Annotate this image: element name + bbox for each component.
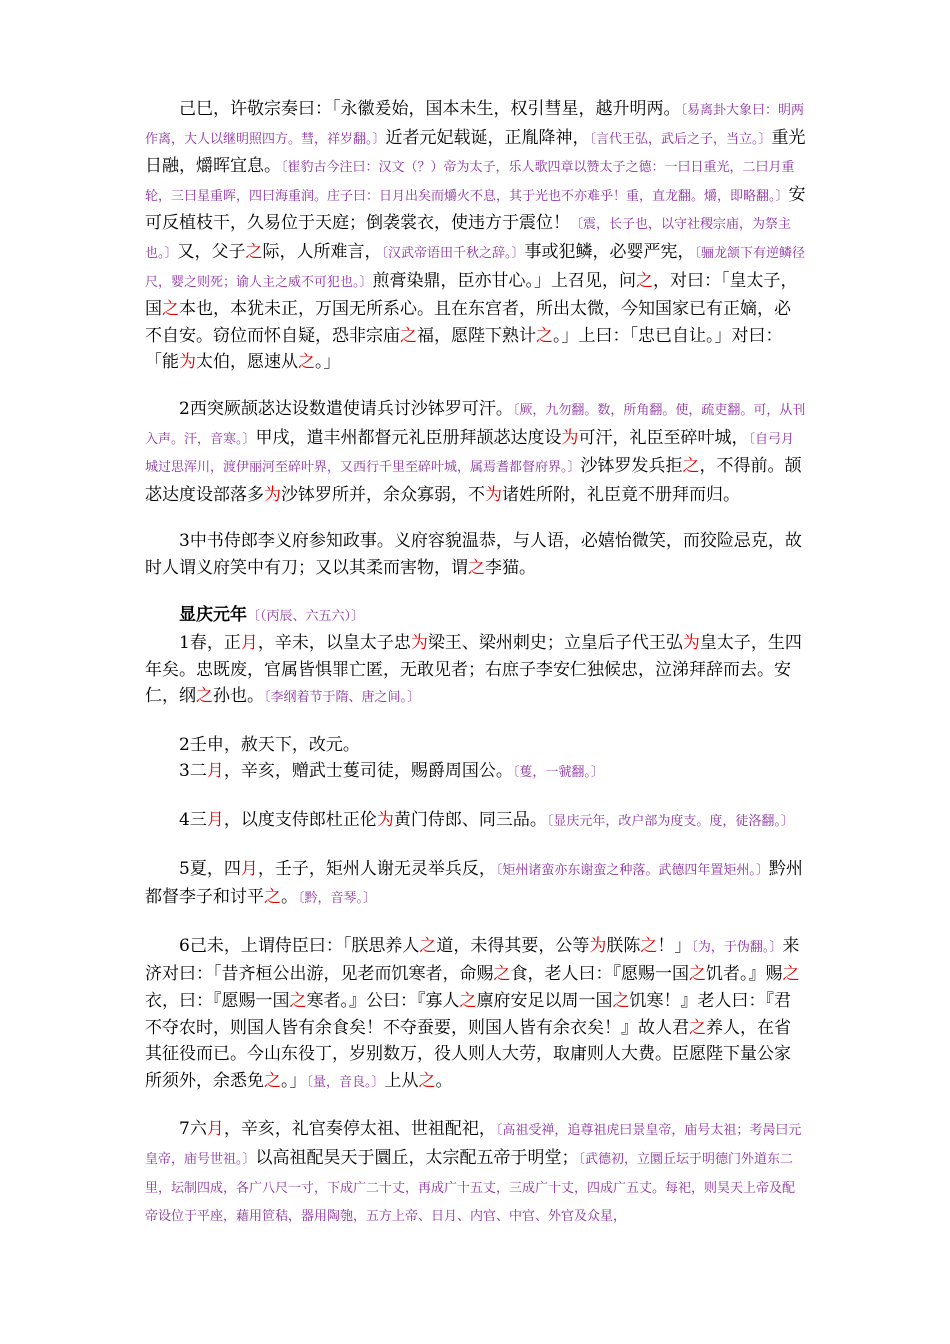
text-run: 4三 [179, 810, 207, 831]
text-run: 养人，在省其征役而已。今山东役丁，岁别数万，役人则人大劳，取庸则人大费。臣愿陛下量公家所须外，余悉免 [145, 1017, 791, 1091]
text-run: 事或犯鳞，必婴严宪， [524, 241, 695, 262]
paragraph [145, 856, 807, 913]
highlighted-char: 之 [468, 557, 485, 578]
highlighted-char: 之 [612, 991, 630, 1012]
commentary-note: 〔黔，音琴。〕 [298, 891, 377, 907]
text-run: 孙也。 [213, 686, 264, 707]
text-run: 沙钵罗发兵拒 [580, 456, 683, 477]
text-run: ，不得前。颉苾达度设部落多 [145, 456, 802, 505]
highlighted-char: 为 [410, 633, 428, 654]
text-run: 。 [281, 887, 298, 908]
text-run: 饥者。』赐 [706, 964, 783, 985]
highlighted-char: 为 [682, 633, 700, 654]
highlighted-char: 为 [589, 935, 607, 956]
text-run: ，辛亥，赠武士蒦司徒，赐爵周国公。 [223, 761, 513, 782]
highlighted-char: 之 [636, 270, 654, 291]
text-run: ，壬子，矩州人谢无灵举兵反， [257, 858, 496, 879]
text-run: 以高祖配昊天于圜丘，太宗配五帝于明堂； [255, 1148, 579, 1168]
commentary-note: 〔言代王弘，武后之子，当立。〕 [589, 131, 772, 147]
highlighted-char: 之 [536, 325, 553, 346]
highlighted-char: 之 [245, 241, 263, 262]
highlighted-char: 之 [640, 935, 658, 956]
commentary-note: 〔量，音良。〕 [306, 1074, 385, 1090]
text-run: 1春，正 [179, 633, 241, 654]
text-run: 3二 [179, 761, 207, 782]
text-run: 食，老人曰：『愿赐一国 [510, 964, 689, 985]
text-run: 道，未得其要，公等 [436, 935, 590, 956]
highlighted-char: 之 [682, 456, 700, 477]
paragraph [145, 630, 807, 712]
text-run: 梁王、梁州刺史；立皇后子代王弘 [427, 633, 683, 654]
text-run: 皇太子，生四年矣。忠既废，官属皆惧罪亡匿，无敢见者；右庶子李安仁独候忠，泣涕拜辞而去。安仁，纲 [145, 633, 802, 707]
commentary-note: 〔（丙辰、六五六）〕 [247, 608, 365, 624]
text-run: ，辛亥，礼官奏停太祖、世祖配祀， [223, 1119, 496, 1140]
text-run: ，辛未，以皇太子忠 [257, 633, 411, 654]
commentary-note: 〔骊龙颔下有逆鳞径尺，婴之则死；谕人主之威不可犯也。〕 [145, 245, 806, 290]
highlighted-char: 之 [689, 964, 706, 985]
paragraph [145, 528, 807, 581]
highlighted-char: 之 [264, 1070, 281, 1091]
text-run: 来济对曰：「昔齐桓公出游，见老而饥寒者，命赐 [145, 935, 800, 985]
text-run: 甲戌，遣丰州都督元礼臣册拜颉苾达度设 [255, 427, 562, 448]
paragraph [145, 96, 807, 376]
commentary-note: 〔李纲着节于隋、唐之间。〕 [264, 690, 421, 706]
highlighted-char: 之 [264, 887, 281, 908]
text-run: 。」 [315, 352, 341, 373]
text-run: 诸姓所附，礼臣竟不册拜而归。 [502, 484, 740, 505]
text-run: 2西突厥颉苾达设数遣使请兵讨沙钵罗可汗。 [179, 398, 513, 419]
text-run: 衣，曰：『愿赐一国 [145, 991, 290, 1012]
text-run: ！」 [657, 935, 692, 956]
text-run: 朕陈 [606, 935, 641, 956]
text-run: 重光日融，爝晖宜息。 [145, 127, 806, 177]
text-run: 5夏，四 [179, 858, 241, 879]
commentary-note: 〔汉武帝语田千秋之辞。〕 [381, 245, 525, 261]
commentary-note: 〔蒦，一虢翻。〕 [512, 765, 604, 781]
text-run: 本也，本犹未正，万国无所系心。且在东宫者，所出太微，今知国家已有正嫡，必不自安。窃位而怀自疑，恐非宗庙 [145, 299, 791, 346]
text-run: 7六 [179, 1119, 207, 1140]
commentary-note: 〔矩州诸蛮亦东谢蛮之种落。武德四年置矩州。〕 [495, 862, 769, 878]
paragraph [145, 807, 807, 836]
highlighted-char: 之 [782, 964, 800, 985]
text-run: 饥寒！』老人曰：『君不夺农时，则国人皆有余食矣！不夺蚕要，则国人皆有余衣矣！』故人君 [145, 991, 791, 1038]
text-run: 寒者。』公曰：『寡人 [306, 991, 460, 1012]
section-heading [145, 602, 807, 631]
text-run: 己巳，许敬宗奏曰：「永徽爰始，国本未生，权引彗星，越升明两。 [179, 99, 681, 119]
highlighted-char: 之 [162, 299, 179, 320]
paragraph [145, 933, 807, 1097]
text-run: 际，人所难言， [262, 241, 382, 262]
highlighted-char: 月 [240, 633, 258, 654]
commentary-note: 〔高祖受禅，追尊祖虎曰景皇帝，庙号太祖；考昺曰元皇帝，庙号世祖。〕 [145, 1123, 802, 1167]
highlighted-char: 之 [419, 935, 437, 956]
text-run: 显庆元年 [179, 604, 247, 625]
commentary-note: 〔为，于伪翻。〕 [691, 939, 783, 955]
text-run: 上从 [384, 1070, 419, 1091]
highlighted-char: 之 [459, 991, 477, 1012]
commentary-note: 〔易离卦大象曰：明两作离，大人以继明照四方。彗，祥岁翻。〕 [145, 103, 805, 147]
text-run: 近者元妃载诞，正胤降神， [385, 127, 590, 148]
paragraph [145, 758, 807, 787]
commentary-note: 〔自弓月城过思浑川，渡伊丽河至碎叶界，又西行千里至碎叶城，属焉耆都督府界。〕 [145, 431, 795, 476]
highlighted-char: 之 [418, 1070, 436, 1091]
text-run: 安可反植枝干，久易位于天庭；倒袭裳衣，使违方于震位！ [145, 184, 806, 234]
text-run: 煎膏染鼎，臣亦甘心。」上召见，问 [372, 270, 637, 291]
text-run: 可汗，礼臣至碎叶城， [578, 427, 749, 448]
highlighted-char: 之 [493, 964, 511, 985]
highlighted-char: 之 [289, 991, 307, 1012]
highlighted-char: 月 [206, 761, 224, 782]
highlighted-char: 为 [485, 484, 502, 505]
text-run: 廪府安足以周一国 [476, 991, 613, 1012]
paragraph [145, 396, 807, 508]
text-run: ，以度支侍郎杜正伦 [223, 810, 377, 831]
text-run: 黄门侍郎、同三品。 [393, 810, 547, 831]
text-run: 2壬申，赦天下，改元。 [179, 734, 360, 755]
highlighted-char: 为 [376, 810, 394, 831]
text-run: 3中书侍郎李义府参知政事。义府容貌温恭，与人语，必嬉怡微笑，而狡险忌克，故时人谓义府笑中有刀；又以其柔而害物，谓 [145, 531, 802, 578]
commentary-note: 〔厥，九勿翻。数，所角翻。使，疏吏翻。可，从刊入声。汗，音寒。〕 [145, 402, 806, 447]
text-run: 福，愿陛下熟计 [417, 325, 536, 346]
text-run: 。 [435, 1070, 453, 1091]
commentary-note: 〔崔豹古今注曰：汉文（？）帝为太子，乐人歌四章以赞太子之德：一曰日重光，二曰月重轮，三曰星重晖，四曰海重润。庄子曰：日月出矣而爝火不息，其于光也不亦难乎！重，直龙翻。爝，即略翻。〕 [145, 160, 795, 204]
highlighted-char: 之 [689, 1017, 706, 1038]
text-run: 又，父子 [177, 241, 246, 262]
text-run: 。」 [281, 1070, 307, 1091]
text-run: 太伯，愿速从 [196, 352, 298, 373]
commentary-note: 〔显庆元年，改户部为度支。度，徒洛翻。〕 [546, 814, 794, 830]
paragraph [145, 732, 807, 759]
text-run: 李猫。 [485, 557, 536, 578]
highlighted-char: 月 [240, 858, 258, 879]
highlighted-char: 为 [561, 427, 579, 448]
text-run: 。」上曰：「忠已自让。」对曰：「能 [145, 325, 783, 373]
document-page [145, 96, 807, 1231]
highlighted-char: 为 [264, 484, 281, 505]
commentary-note: 〔震，长子也，以守社稷宗庙，为祭主也。〕 [145, 217, 792, 261]
highlighted-char: 之 [196, 686, 213, 707]
text-run: 黔州都督李子和讨平 [145, 858, 803, 908]
text-run: ，对曰：「皇太子，国 [145, 270, 798, 320]
highlighted-char: 之 [400, 325, 417, 346]
commentary-note: 〔武德初，立圜丘坛于明德门外道东二里，坛制四成，各广八尺一寸，下成广二十丈，再成广十五丈，三成广十丈，四成广五丈。每祀，则昊天上帝及配帝设位于平座，藉用笸秸，器用陶匏，五方上帝、日月、内官、中官、外官及众星， [145, 1152, 796, 1225]
highlighted-char: 为 [179, 352, 196, 373]
paragraph [145, 1116, 807, 1230]
text-run: 6己未，上谓侍臣曰：「朕思养人 [179, 935, 420, 956]
text-run: 沙钵罗所并，余众寡弱，不 [281, 484, 485, 505]
highlighted-char: 之 [298, 352, 315, 373]
highlighted-char: 月 [206, 1119, 224, 1140]
highlighted-char: 月 [206, 810, 224, 831]
